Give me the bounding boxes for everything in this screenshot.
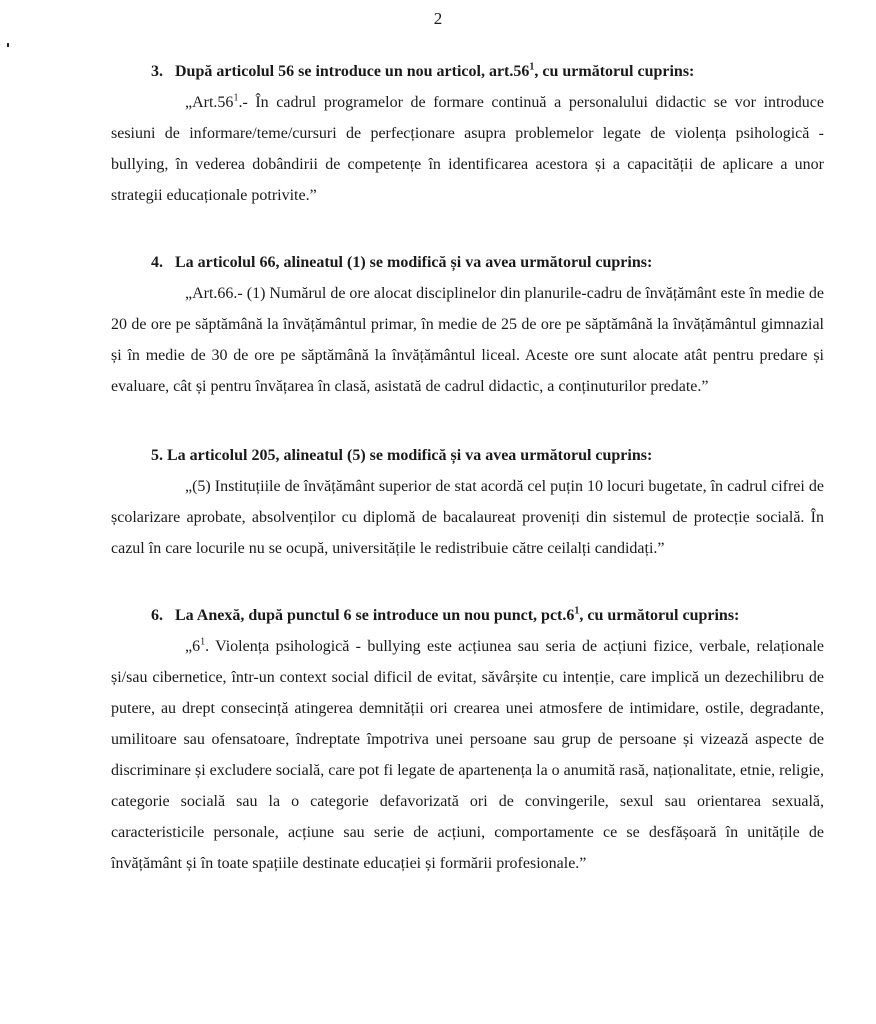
section-6	[111, 600, 824, 879]
section-4	[111, 247, 824, 402]
section-3-body-text: .- În cadrul programelor de formare continuă a personalului didactic se vor introduce sesiuni de informare/teme/cursuri de perfecționare asupra problemelor legate de violența psihologică - bullying, în vederea dobândirii de competențe în identificarea acestora și a capacității de aplicare a unor strategii educaționale potrivite.”	[111, 94, 824, 204]
section-4-number: 4.	[151, 254, 163, 271]
margin-mark	[7, 43, 9, 47]
section-6-body-text: . Violența psihologică - bullying este acțiunea sau seria de acțiuni fizice, verbale, relaționale și/sau cibernetice, într-un context social dificil de evitat, săvârșite cu intenție, care implică un dezechilibru de putere, au drept consecință atingerea demnității ori crearea unei atmosfere de intimidare, ostile, degradante, umilitoare sau ofensatoare, îndreptate împotriva unei persoane sau grup de persoane și vizează aspecte de discriminare și excludere socială, care pot fi legate de apartenența la o anumită rasă, naționalitate, etnie, religie, categorie socială sau la o categorie defavorizată ori de convingerile, sexul sau orientarea sexuală, caracteristicile personale, acțiune sau serie de acțiuni, comportamente ce se desfășoară în unitățile de învățământ și în toate spațiile destinate educației și formării profesionale.”	[111, 638, 824, 872]
section-5-number: 5.	[151, 447, 163, 464]
section-4-heading	[111, 247, 824, 278]
document-body	[111, 56, 824, 879]
section-3-body-lead: „Art.56	[185, 94, 234, 111]
section-3-number: 3.	[151, 63, 163, 80]
section-4-heading-text: La articolul 66, alineatul (1) se modifică și va avea următorul cuprins:	[175, 254, 653, 271]
section-4-body: „Art.66.- (1) Numărul de ore alocat disciplinelor din planurile-cadru de învățământ este în medie de 20 de ore pe săptămână la învățământul primar, în medie de 25 de ore pe săptămână la învățământul gimnazial și în medie de 30 de ore pe săptămână la învățământul liceal. Aceste ore sunt alocate atât pentru predare și evaluare, cât și pentru învățarea în clasă, asistată de cadrul didactic, a conținuturilor predate.”	[111, 285, 824, 395]
section-6-heading-sup: 1	[574, 605, 580, 617]
section-6-body-sup: 1	[200, 636, 206, 648]
section-6-body	[111, 631, 824, 879]
section-6-heading-tail: , cu următorul cuprins:	[579, 607, 740, 624]
section-3-body	[111, 87, 824, 211]
section-6-number: 6.	[151, 607, 163, 624]
section-3-body-sup: 1	[233, 92, 239, 104]
section-5-heading-text: La articolul 205, alineatul (5) se modifică și va avea următorul cuprins:	[167, 447, 653, 464]
section-5-heading	[111, 440, 824, 471]
section-5-body: „(5) Instituțiile de învățământ superior de stat acordă cel puțin 10 locuri bugetate, în cadrul cifrei de școlarizare aprobate, absolvenților cu diplomă de bacalaureat proveniți din sistemul de protecție socială. În cazul în care locurile nu se ocupă, universitățile le redistribuie către ceilalți candidați.”	[111, 478, 824, 557]
section-3-heading-sup: 1	[529, 61, 535, 73]
section-3-heading-text: După articolul 56 se introduce un nou articol, art.56	[175, 63, 530, 80]
section-3-heading	[111, 56, 824, 87]
page-number: 2	[433, 9, 443, 28]
section-6-heading-text: La Anexă, după punctul 6 se introduce un nou punct, pct.6	[175, 607, 575, 624]
section-5	[111, 440, 824, 564]
section-6-heading	[111, 600, 824, 631]
section-6-body-lead: „6	[185, 638, 201, 655]
section-3-heading-tail: , cu următorul cuprins:	[534, 63, 695, 80]
section-3	[111, 56, 824, 211]
